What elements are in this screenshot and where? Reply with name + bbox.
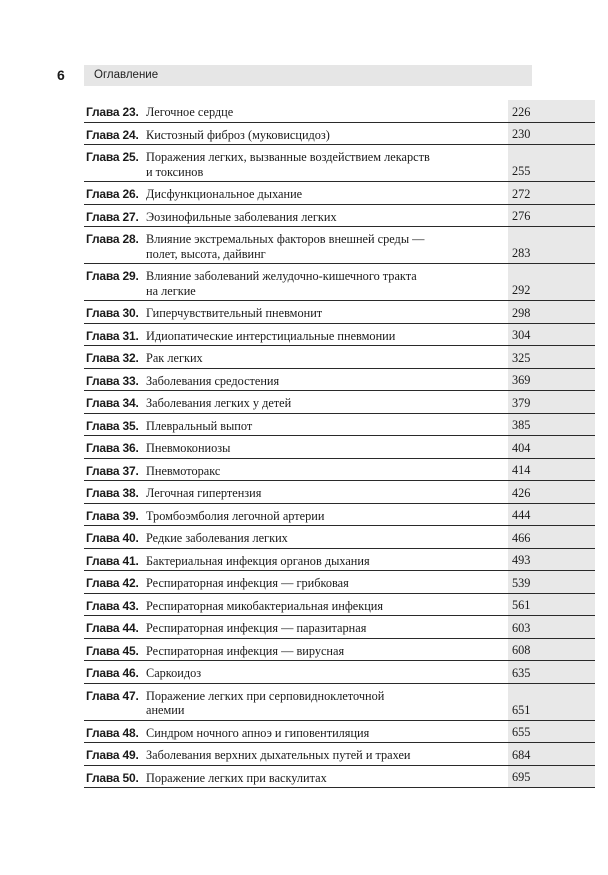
- chapter-label: Глава 44.: [86, 621, 139, 635]
- chapter-title: [146, 329, 395, 344]
- chapter-title-line: Легочная гипертензия: [146, 486, 262, 500]
- toc-entry[interactable]: [84, 526, 595, 549]
- toc-entry[interactable]: [84, 504, 595, 527]
- chapter-title-line: Респираторная инфекция — вирусная: [146, 643, 345, 658]
- chapter-title: [146, 771, 327, 786]
- chapter-title: [146, 644, 344, 659]
- chapter-title-line: Рак легких: [146, 351, 203, 365]
- chapter-title-line: Поражения легких, вызванные воздействием лекарств: [146, 150, 430, 164]
- toc-entry[interactable]: [84, 391, 595, 414]
- chapter-title: [146, 105, 233, 120]
- toc-entry-text: [84, 726, 509, 743]
- chapter-title-line: полет, высота, дайвинг: [146, 246, 266, 261]
- chapter-title-line: Бактериальная инфекция органов дыхания: [146, 553, 370, 568]
- chapter-page-number: 292: [508, 264, 595, 300]
- toc-entry-text: [84, 554, 509, 571]
- chapter-title: [146, 531, 288, 546]
- chapter-label: Глава 23.: [86, 105, 139, 119]
- toc-entry-text: [84, 644, 509, 661]
- toc-entry[interactable]: [84, 684, 595, 721]
- chapter-title: [146, 128, 330, 143]
- chapter-page-number: 304: [508, 324, 595, 346]
- toc-entry[interactable]: [84, 182, 595, 205]
- toc-entry[interactable]: [84, 414, 595, 437]
- toc-entry-text: [84, 621, 509, 638]
- toc-entry[interactable]: [84, 264, 595, 301]
- toc-entry[interactable]: [84, 436, 595, 459]
- chapter-label: Глава 31.: [86, 328, 139, 343]
- chapter-title-line: Гиперчувствительный пневмонит: [146, 306, 323, 320]
- toc-entry-text: [84, 531, 509, 548]
- chapter-title-line: Поражение легких при серповидноклеточной: [146, 688, 385, 703]
- toc-entry[interactable]: [84, 616, 595, 639]
- toc-entry[interactable]: [84, 145, 595, 182]
- toc-entry-text: [84, 748, 509, 765]
- chapter-page-number: 385: [508, 414, 595, 436]
- chapter-title-line: Легочное сердце: [146, 105, 234, 119]
- toc-entry-text: [84, 486, 509, 503]
- chapter-title-line: анемии: [146, 703, 185, 717]
- chapter-title-line: Поражение легких при васкулитах: [146, 770, 327, 785]
- toc-entry-text: [84, 396, 509, 413]
- chapter-title-line: Саркоидоз: [146, 666, 202, 680]
- chapter-title: [146, 748, 411, 763]
- toc-entry[interactable]: [84, 100, 595, 123]
- chapter-label: Глава 45.: [86, 643, 139, 658]
- toc-entry-text: [84, 105, 509, 122]
- chapter-title-line: Влияние заболеваний желудочно-кишечного тракта: [146, 269, 417, 283]
- chapter-page-number: 539: [508, 571, 595, 593]
- running-title: Оглавление: [94, 69, 159, 81]
- chapter-label: Глава 30.: [86, 306, 139, 320]
- chapter-page-number: 493: [508, 549, 595, 571]
- chapter-title-line: Респираторная микобактериальная инфекция: [146, 598, 384, 613]
- chapter-label: Глава 49.: [86, 748, 139, 762]
- toc-entry-text: [84, 374, 509, 391]
- chapter-title: [146, 150, 430, 179]
- table-of-contents: [84, 100, 595, 788]
- toc-entry[interactable]: [84, 205, 595, 228]
- chapter-title-line: Респираторная инфекция — грибковая: [146, 576, 349, 590]
- chapter-page-number: 655: [508, 721, 595, 743]
- chapter-page-number: 272: [508, 182, 595, 204]
- chapter-title: [146, 726, 369, 741]
- chapter-page-number: 426: [508, 481, 595, 503]
- chapter-title-line: Влияние экстремальных факторов внешней среды —: [146, 232, 425, 246]
- chapter-page-number: 603: [508, 616, 595, 638]
- toc-entry[interactable]: [84, 123, 595, 146]
- chapter-title-line: Дисфункциональное дыхание: [146, 187, 303, 201]
- chapter-label: Глава 39.: [86, 508, 139, 523]
- chapter-label: Глава 24.: [86, 127, 139, 142]
- toc-entry-text: [84, 351, 509, 368]
- toc-entry[interactable]: [84, 571, 595, 594]
- chapter-title-line: Пневмоторакс: [146, 463, 221, 478]
- chapter-title: [146, 599, 383, 614]
- chapter-title: [146, 396, 291, 411]
- toc-entry-text: [84, 689, 509, 720]
- chapter-label: Глава 29.: [86, 269, 139, 283]
- toc-entry-text: [84, 128, 509, 145]
- chapter-label: Глава 48.: [86, 725, 139, 740]
- toc-entry[interactable]: [84, 369, 595, 392]
- chapter-page-number: 608: [508, 639, 595, 661]
- chapter-page-number: 283: [508, 227, 595, 263]
- chapter-page-number: 325: [508, 346, 595, 368]
- chapter-label: Глава 33.: [86, 373, 139, 388]
- toc-entry-text: [84, 441, 509, 458]
- chapter-title-line: Пневмокониозы: [146, 441, 231, 455]
- chapter-page-number: 230: [508, 123, 595, 145]
- toc-entry[interactable]: [84, 721, 595, 744]
- page-number: 6: [57, 67, 65, 83]
- toc-entry-text: [84, 306, 509, 323]
- chapter-label: Глава 47.: [86, 688, 139, 703]
- toc-entry[interactable]: [84, 549, 595, 572]
- toc-entry-text: [84, 464, 509, 481]
- chapter-label: Глава 42.: [86, 576, 139, 590]
- chapter-label: Глава 38.: [86, 486, 139, 500]
- chapter-page-number: 255: [508, 145, 595, 181]
- chapter-label: Глава 34.: [86, 396, 139, 410]
- chapter-title-line: на легкие: [146, 283, 196, 298]
- chapter-title: [146, 187, 302, 202]
- toc-entry-text: [84, 210, 509, 227]
- chapter-title: [146, 419, 252, 434]
- chapter-label: Глава 36.: [86, 441, 139, 455]
- chapter-title-line: Заболевания легких у детей: [146, 396, 292, 410]
- chapter-title: [146, 689, 384, 718]
- chapter-title-line: Идиопатические интерстициальные пневмонии: [146, 328, 396, 343]
- toc-entry-text: [84, 419, 509, 436]
- toc-entry[interactable]: [84, 346, 595, 369]
- chapter-label: Глава 35.: [86, 418, 139, 433]
- chapter-page-number: 369: [508, 369, 595, 391]
- chapter-title: [146, 441, 230, 456]
- toc-entry-text: [84, 232, 509, 263]
- chapter-page-number: 635: [508, 661, 595, 683]
- chapter-title: [146, 509, 324, 524]
- chapter-page-number: 466: [508, 526, 595, 548]
- toc-entry[interactable]: [84, 743, 595, 766]
- chapter-page-number: 298: [508, 301, 595, 323]
- chapter-title: [146, 374, 279, 389]
- chapter-label: Глава 43.: [86, 598, 139, 613]
- toc-entry[interactable]: [84, 459, 595, 482]
- chapter-page-number: 684: [508, 743, 595, 765]
- chapter-label: Глава 40.: [86, 531, 139, 545]
- chapter-label: Глава 32.: [86, 351, 139, 365]
- toc-entry-text: [84, 576, 509, 593]
- chapter-title-line: Синдром ночного апноэ и гиповентиляция: [146, 725, 370, 740]
- toc-entry[interactable]: [84, 661, 595, 684]
- toc-entry-text: [84, 599, 509, 616]
- chapter-page-number: 561: [508, 594, 595, 616]
- chapter-label: Глава 41.: [86, 553, 139, 568]
- chapter-page-number: 414: [508, 459, 595, 481]
- chapter-title: [146, 210, 337, 225]
- toc-entry[interactable]: [84, 594, 595, 617]
- toc-entry-text: [84, 509, 509, 526]
- chapter-label: Глава 50.: [86, 770, 139, 785]
- chapter-title: [146, 306, 322, 321]
- chapter-title: [146, 666, 201, 681]
- chapter-title-line: Заболевания верхних дыхательных путей и трахеи: [146, 748, 411, 762]
- toc-entry[interactable]: [84, 481, 595, 504]
- chapter-label: Глава 46.: [86, 666, 139, 680]
- chapter-title-line: Редкие заболевания легких: [146, 531, 288, 545]
- toc-entry-text: [84, 771, 509, 788]
- toc-entry[interactable]: [84, 227, 595, 264]
- chapter-page-number: 695: [508, 766, 595, 788]
- toc-entry-text: [84, 150, 509, 181]
- chapter-page-number: 404: [508, 436, 595, 458]
- toc-entry[interactable]: [84, 301, 595, 324]
- chapter-title-line: Плевральный выпот: [146, 418, 253, 433]
- chapter-page-number: 276: [508, 205, 595, 227]
- chapter-page-number: 226: [508, 100, 595, 122]
- chapter-title-line: Заболевания средостения: [146, 373, 280, 388]
- toc-entry[interactable]: [84, 766, 595, 789]
- chapter-title: [146, 232, 424, 261]
- chapter-title: [146, 464, 220, 479]
- toc-entry-text: [84, 666, 509, 683]
- chapter-title-line: Кистозный фиброз (муковисцидоз): [146, 127, 330, 142]
- chapter-page-number: 651: [508, 684, 595, 720]
- chapter-label: Глава 28.: [86, 232, 139, 246]
- chapter-page-number: 379: [508, 391, 595, 413]
- chapter-title-line: и токсинов: [146, 164, 204, 179]
- chapter-label: Глава 37.: [86, 463, 139, 478]
- chapter-title: [146, 621, 366, 636]
- toc-entry-text: [84, 269, 509, 300]
- toc-entry-text: [84, 329, 509, 346]
- toc-entry[interactable]: [84, 324, 595, 347]
- chapter-title-line: Эозинофильные заболевания легких: [146, 209, 337, 224]
- chapter-label: Глава 27.: [86, 209, 139, 224]
- running-head: [84, 65, 532, 86]
- chapter-label: Глава 26.: [86, 187, 139, 201]
- chapter-title-line: Тромбоэмболия легочной артерии: [146, 508, 325, 523]
- toc-entry[interactable]: [84, 639, 595, 662]
- chapter-title: [146, 351, 203, 366]
- chapter-label: Глава 25.: [86, 150, 139, 164]
- chapter-title: [146, 554, 370, 569]
- chapter-title: [146, 486, 261, 501]
- chapter-title-line: Респираторная инфекция — паразитарная: [146, 621, 367, 635]
- chapter-title: [146, 269, 417, 298]
- chapter-title: [146, 576, 349, 591]
- chapter-page-number: 444: [508, 504, 595, 526]
- toc-entry-text: [84, 187, 509, 204]
